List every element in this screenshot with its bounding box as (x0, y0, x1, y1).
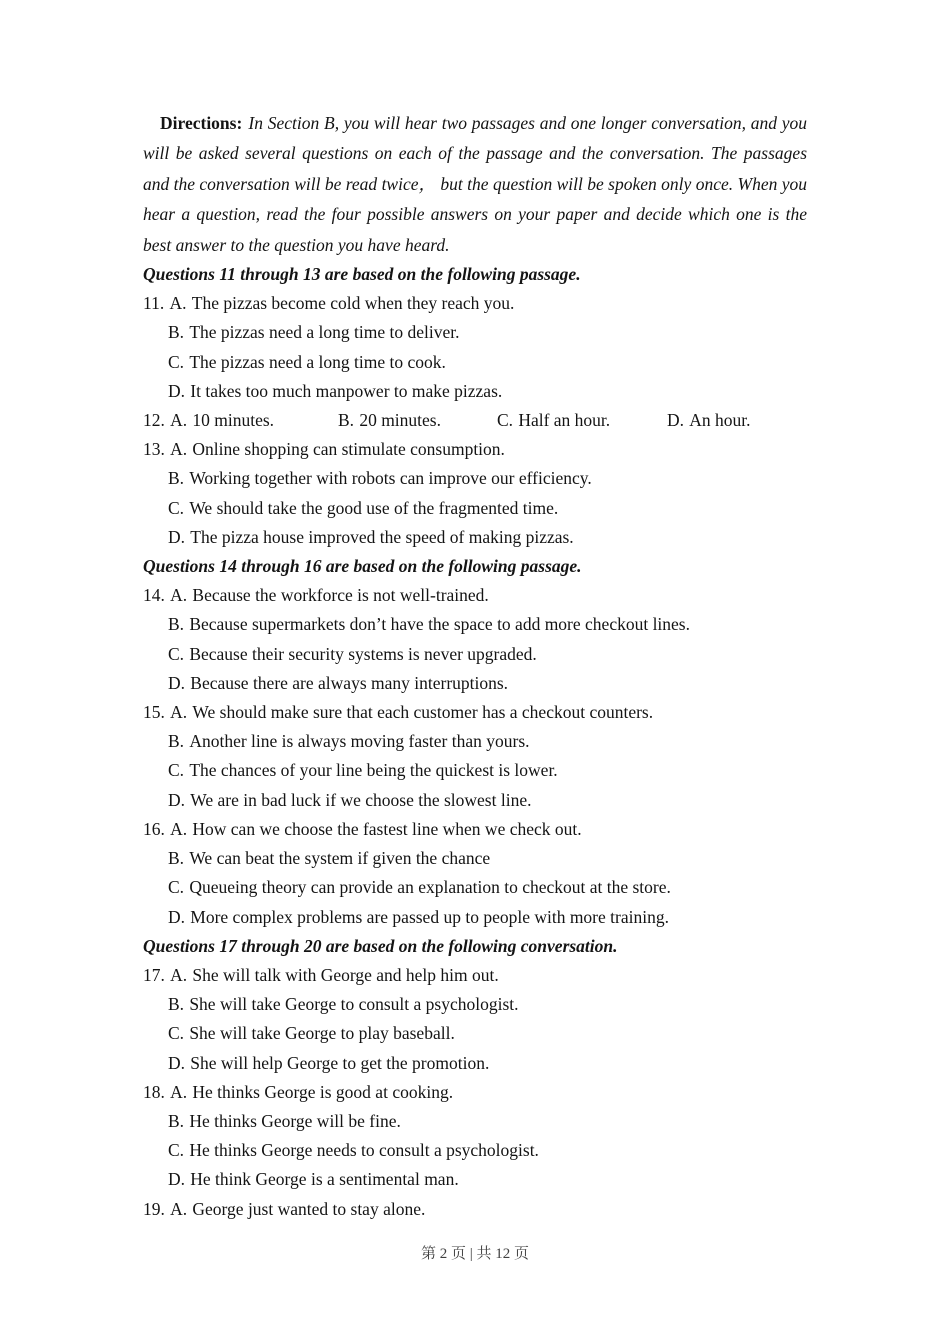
option-text: We should make sure that each customer has a checkout counters. (192, 702, 654, 723)
page-footer (0, 1245, 950, 1263)
question-18 (143, 1078, 807, 1195)
answer-option-C (143, 494, 807, 523)
option-label: B. (168, 468, 185, 489)
answer-option-D (143, 523, 807, 552)
answer-option-A (143, 1195, 807, 1224)
option-text: 20 minutes. (359, 410, 441, 431)
answer-option-B (338, 406, 497, 435)
option-label: B. (338, 410, 355, 431)
option-label: D. (168, 789, 186, 810)
option-label: C. (168, 877, 185, 898)
answer-option-D (143, 1165, 807, 1194)
option-text: She will help George to get the promotion. (190, 1052, 490, 1073)
option-label: C. (497, 410, 514, 431)
answer-option-C (143, 1019, 807, 1048)
option-text: The pizza house improved the speed of making pizzas. (190, 526, 574, 547)
option-label: B. (168, 322, 185, 343)
option-text: Because the workforce is not well-trained. (192, 585, 489, 606)
directions-text: In Section B, you will hear two passages and one longer conversation, and you will be asked several questions on each of the passage and the conversation. The passages and the conversation will be read twice， but the question will be spoken only once. When you hear a question, read the four possible answers on your paper and decide which one is the best answer to the question you have heard. (143, 113, 807, 255)
answer-option-A (143, 289, 807, 318)
option-text: He think George is a sentimental man. (190, 1169, 459, 1190)
directions-label: Directions: (160, 113, 243, 133)
question-number: 15. (143, 702, 165, 723)
option-text: 10 minutes. (192, 410, 275, 431)
answer-option-B (143, 1107, 807, 1136)
question-number: 18. (143, 1081, 165, 1102)
answer-option-A (143, 406, 338, 435)
answer-option-C (143, 1136, 807, 1165)
option-text: Another line is always moving faster than yours. (189, 731, 530, 752)
question-number: 13. (143, 439, 165, 460)
option-text: We should take the good use of the fragmented time. (189, 497, 559, 518)
option-text: He thinks George needs to consult a psychologist. (189, 1140, 539, 1161)
answer-option-A (143, 961, 807, 990)
option-text: George just wanted to stay alone. (192, 1198, 426, 1219)
answer-option-A (143, 698, 807, 727)
option-label: C. (168, 643, 185, 664)
option-text: An hour. (689, 410, 751, 431)
option-label: C. (168, 497, 185, 518)
option-label: A. (170, 702, 188, 723)
option-text: Online shopping can stimulate consumption. (192, 439, 505, 460)
option-text: We are in bad luck if we choose the slowest line. (190, 789, 532, 810)
question-number: 16. (143, 818, 165, 839)
answer-option-B (143, 990, 807, 1019)
answer-option-D (143, 1049, 807, 1078)
question-number: 12. (143, 410, 165, 431)
option-label: A. (170, 410, 188, 431)
option-label: D. (168, 672, 186, 693)
option-label: C. (168, 1023, 185, 1044)
answer-option-B (143, 610, 807, 639)
answer-option-A (143, 1078, 807, 1107)
option-label: B. (168, 614, 185, 635)
answer-option-A (143, 815, 807, 844)
question-13 (143, 435, 807, 552)
option-text: The pizzas need a long time to deliver. (189, 322, 460, 343)
option-text: How can we choose the fastest line when we check out. (192, 818, 582, 839)
answer-option-D (143, 669, 807, 698)
option-text: Because there are always many interruptions. (190, 672, 509, 693)
question-blocks (143, 260, 807, 1224)
option-label: D. (168, 1052, 186, 1073)
answer-option-B (143, 844, 807, 873)
section-header: Questions 14 through 16 are based on the following passage. (143, 556, 582, 577)
answer-option-C (143, 756, 807, 785)
option-label: A. (170, 439, 188, 460)
question-17 (143, 961, 807, 1078)
answer-option-C (497, 406, 667, 435)
answer-option-C (143, 640, 807, 669)
option-label: D. (667, 410, 685, 431)
option-text: He thinks George is good at cooking. (192, 1081, 454, 1102)
answer-option-D (143, 377, 807, 406)
option-label: D. (168, 526, 186, 547)
question-14 (143, 581, 807, 698)
option-label: D. (168, 380, 186, 401)
question-15 (143, 698, 807, 815)
option-text: We can beat the system if given the chance (189, 848, 491, 869)
answer-option-B (143, 318, 807, 347)
page-number-text: 第 2 页 | 共 12 页 (420, 1246, 529, 1262)
option-label: A. (170, 1198, 188, 1219)
option-text: The pizzas need a long time to cook. (189, 351, 446, 372)
question-19 (143, 1195, 807, 1224)
option-label: C. (168, 351, 185, 372)
question-12 (143, 406, 807, 435)
answer-option-C (143, 873, 807, 902)
question-number: 14. (143, 585, 165, 606)
option-text: She will take George to play baseball. (189, 1023, 455, 1044)
option-text: It takes too much manpower to make pizzas. (190, 380, 503, 401)
option-text: More complex problems are passed up to people with more training. (190, 906, 669, 927)
option-text: He thinks George will be fine. (189, 1110, 401, 1131)
option-label: A. (170, 1081, 188, 1102)
answer-option-B (143, 727, 807, 756)
option-text: Working together with robots can improve our efficiency. (189, 468, 592, 489)
question-number: 11. (143, 293, 165, 314)
option-text: She will talk with George and help him out. (192, 964, 499, 985)
option-label: B. (168, 994, 185, 1015)
answer-option-A (143, 581, 807, 610)
directions-paragraph (143, 108, 807, 260)
option-label: C. (168, 1140, 185, 1161)
section-header: Questions 17 through 20 are based on the following conversation. (143, 935, 618, 956)
option-label: D. (168, 1169, 186, 1190)
option-text: The chances of your line being the quickest is lower. (189, 760, 558, 781)
answer-option-C (143, 348, 807, 377)
answer-option-D (667, 406, 807, 435)
answer-option-D (143, 786, 807, 815)
question-number: 17. (143, 964, 165, 985)
answer-option-D (143, 903, 807, 932)
option-label: A. (170, 818, 188, 839)
option-label: A. (169, 293, 187, 314)
option-label: B. (168, 848, 185, 869)
option-label: B. (168, 731, 185, 752)
option-text: The pizzas become cold when they reach you. (191, 293, 515, 314)
option-label: C. (168, 760, 185, 781)
option-label: A. (170, 964, 188, 985)
answer-option-B (143, 464, 807, 493)
option-text: She will take George to consult a psychologist. (189, 994, 519, 1015)
option-label: B. (168, 1110, 185, 1131)
option-label: D. (168, 906, 186, 927)
inline-options-row (143, 406, 807, 435)
question-number: 19. (143, 1198, 165, 1219)
option-text: Because supermarkets don’t have the space to add more checkout lines. (189, 614, 690, 635)
option-text: Because their security systems is never upgraded. (189, 643, 537, 664)
option-text: Half an hour. (518, 410, 611, 431)
section-header: Questions 11 through 13 are based on the following passage. (143, 264, 581, 285)
option-text: Queueing theory can provide an explanation to checkout at the store. (189, 877, 671, 898)
question-16 (143, 815, 807, 932)
question-11 (143, 289, 807, 406)
option-label: A. (170, 585, 188, 606)
answer-option-A (143, 435, 807, 464)
